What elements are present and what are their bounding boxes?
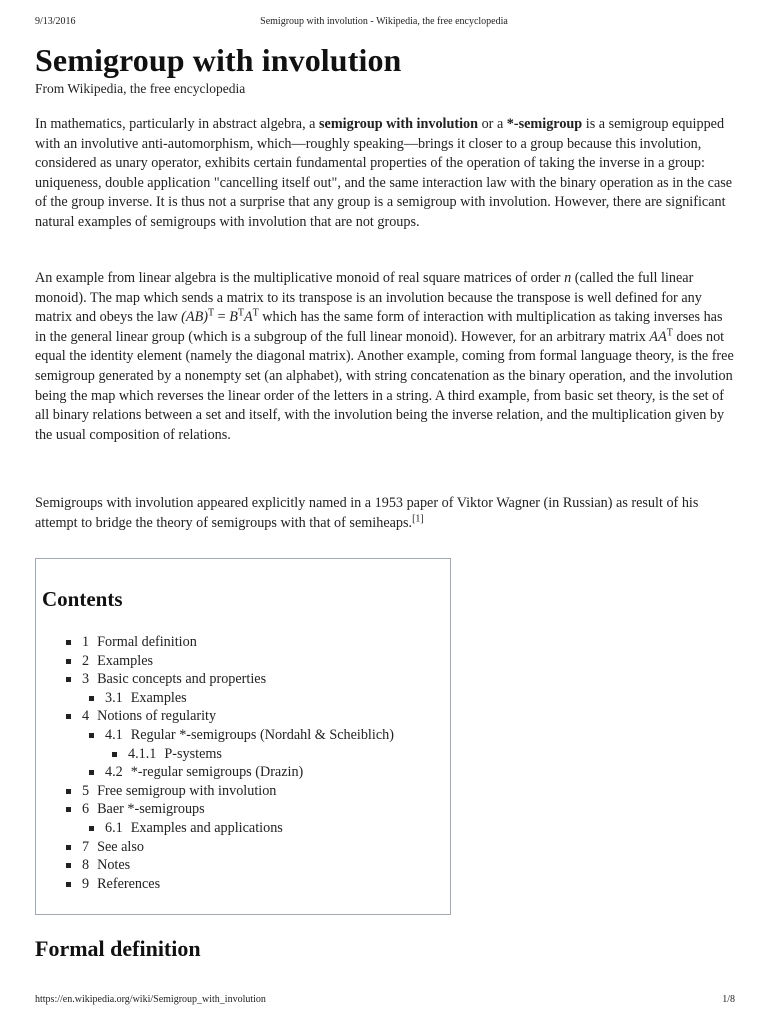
text-run: is a semigroup equipped with an involutive anti-automorphism, which—roughly speaking—brings it closer to a group because this involution, considered as unary operator, exhibits certain fundamental properties of the operation of taking the inverse in a group: uniqueness, double application "cancelling itself out", and the same interaction law with the binary operation as in the case of the group inverse. It is thus not a surprise that any group is a semigroup with involution. However, there are significant natural examples of semigroups with involution that are not groups. [35,116,733,230]
toc-item[interactable] [89,726,394,745]
toc-number: 2 [82,652,90,669]
toc-label: Examples [130,689,187,706]
text-run: An example from linear algebra is the multiplicative monoid of real square matrices of order [35,270,565,286]
toc-label: Baer *-semigroups [97,801,205,818]
example-paragraph [35,269,735,445]
toc-number: 3.1 [105,689,123,706]
toc-label: Notes [97,857,131,874]
toc-list [66,633,394,893]
print-date: 9/13/2016 [35,16,76,27]
toc-label: *-regular semigroups (Drazin) [130,764,304,781]
toc-number: 4.1 [105,726,123,743]
math-sup: T [666,327,673,339]
toc-number: 7 [82,838,90,855]
print-page-title: Semigroup with involution - Wikipedia, the free encyclopedia [260,16,508,27]
toc-item[interactable] [112,745,394,764]
print-url: https://en.wikipedia.org/wiki/Semigroup_with_involution [35,994,266,1005]
text-run: does not equal the identity element (namely the diagonal matrix). Another example, coming from formal language theory, is the free semigroup generated by a nonempty set (an alphabet), with string concatenation as the binary operation, and the involution being the map which reverses the linear order of the letters in a string. A third example, from basic set theory, is the set of all binary relations between a set and itself, with the involution being the inverse relation, and the multiplication given by the usual composition of relations. [35,328,734,443]
toc-number: 6 [82,801,90,818]
toc-item[interactable] [89,689,394,708]
toc-item[interactable] [66,633,394,652]
toc-number: 8 [82,857,90,874]
print-page-number: 1/8 [722,994,735,1005]
toc-label: Examples and applications [130,819,283,836]
text-run: In mathematics, particularly in abstract algebra, a [35,116,320,132]
print-header [0,16,768,30]
toc-item[interactable] [66,782,394,801]
toc-item[interactable] [66,800,394,819]
toc-number: 9 [82,875,90,892]
math-sup: T [252,307,259,319]
toc-label: Formal definition [97,634,197,650]
toc-number: 3 [82,671,90,688]
text-run: (called the full linear monoid). The map which sends a matrix to its transpose is an involution because the transpose is well defined for any matrix and obeys the law [35,270,702,326]
text-run: which has the same form of interaction with multiplication as taking inverses has in the general linear group (which is a subgroup of the full linear monoid). However, for an arbitrary matrix [35,309,723,345]
toc-item[interactable] [66,856,394,875]
math-sup: T [237,307,244,319]
toc-item[interactable] [66,707,394,726]
bold-term: semigroup with involution [319,116,479,132]
toc-number: 5 [82,782,90,799]
math-var: n [564,270,572,286]
toc-item[interactable] [66,838,394,857]
history-paragraph [35,494,735,533]
text-run: or a [478,116,507,132]
toc-label: Basic concepts and properties [97,671,267,688]
section-heading: Formal definition [35,936,201,961]
toc-label: Examples [97,652,154,669]
toc-number: 4 [82,708,90,725]
toc-label: References [97,875,161,892]
toc-item[interactable] [66,875,394,894]
toc-item[interactable] [89,763,394,782]
toc-number: 4.1.1 [128,745,157,762]
toc-label: Free semigroup with involution [97,782,277,799]
math-sup: T [207,307,215,319]
math-var: A [243,309,253,326]
bold-term: *-semigroup [506,116,583,132]
toc-label: Notions of regularity [97,708,217,725]
math-var: AA [649,328,667,345]
page-title: Semigroup with involution [35,42,402,78]
toc-number: 1 [82,634,90,650]
math-op: = [214,309,230,326]
toc-label: Regular *-semigroups (Nordahl & Scheiblich) [130,726,394,743]
toc-item[interactable] [66,670,394,689]
toc-number: 4.2 [105,764,123,781]
intro-paragraph [35,115,735,233]
toc-label: See also [97,838,144,855]
text-run: Semigroups with involution appeared explicitly named in a 1953 paper of Viktor Wagner (in Russian) as result of his attempt to bridge the theory of semigroups with that of semiheaps. [35,495,699,531]
toc-title: Contents [42,587,123,611]
table-of-contents [35,558,451,915]
toc-item[interactable] [66,652,394,671]
toc-item[interactable] [89,819,394,838]
toc-label: P-systems [164,745,222,762]
reference-link[interactable]: [1] [412,512,424,524]
page-subtitle: From Wikipedia, the free encyclopedia [35,81,246,96]
toc-number: 6.1 [105,819,123,836]
math-var: B [229,309,238,326]
math-formula: (AB) [181,309,208,326]
